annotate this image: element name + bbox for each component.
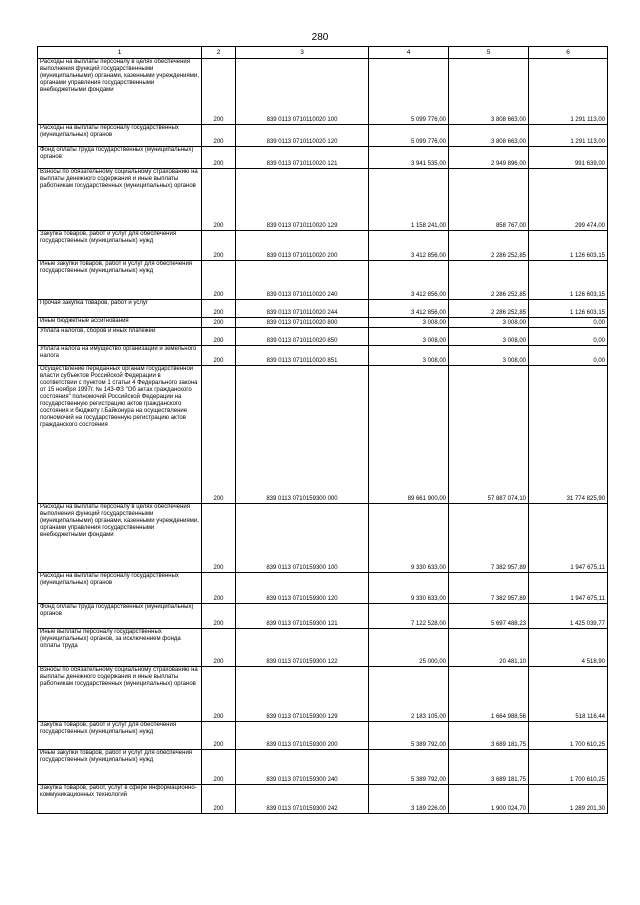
row-value-col6: 991 639,00 [529, 147, 608, 169]
table-row [38, 328, 608, 346]
row-name: Взносы по обязательному социальному страхованию на выплаты денежного содержания и иные выплаты работникам государственных (муниципальных) органов [38, 169, 202, 231]
row-value-col6: 1 291 113,00 [529, 59, 608, 125]
row-value-col6: 1 126 603,15 [529, 261, 608, 300]
table-row [38, 750, 608, 785]
row-line-code: 200 [202, 785, 236, 814]
row-value-col6: 1 126 603,15 [529, 300, 608, 318]
row-value-col5: 7 382 957,89 [449, 504, 529, 573]
row-name: Иные закупки товаров, работ и услуг для обеспечения государственных (муниципальных) нужд [38, 750, 202, 785]
row-budget-code: 839 0113 0710110020 800 [236, 318, 369, 328]
row-value-col5: 20 481,10 [449, 629, 529, 667]
row-line-code: 200 [202, 366, 236, 504]
row-name: Уплата налога на имущество организаций и земельного налога [38, 346, 202, 366]
row-name: Закупка товаров, работ и услуг для обеспечения государственных (муниципальных) нужд [38, 231, 202, 261]
row-value-col5: 2 949 896,00 [449, 147, 529, 169]
row-value-col4: 3 941 535,00 [369, 147, 449, 169]
row-name: Фонд оплаты труда государственных (муниципальных) органов [38, 604, 202, 629]
table-row [38, 573, 608, 604]
row-value-col4: 9 330 633,00 [369, 504, 449, 573]
table-row [38, 59, 608, 125]
row-value-col5: 1 900 024,70 [449, 785, 529, 814]
column-header: 3 [236, 47, 369, 59]
column-header: 4 [369, 47, 449, 59]
row-name: Фонд оплаты труда государственных (муниципальных) органов [38, 147, 202, 169]
column-header: 2 [202, 47, 236, 59]
row-value-col4: 25 000,00 [369, 629, 449, 667]
table-row [38, 169, 608, 231]
table-row [38, 125, 608, 147]
row-value-col5: 2 286 252,85 [449, 261, 529, 300]
row-name: Взносы по обязательному социальному страхованию на выплаты денежного содержания и иные выплаты работникам государственных (муниципальных) органов [38, 667, 202, 722]
row-value-col5: 7 382 957,89 [449, 573, 529, 604]
row-name: Расходы на выплаты персоналу в целях обеспечения выполнения функций государственными (муниципальными) органами, казенными учреждениями, органами управления государственными внебюджетными фондами [38, 504, 202, 573]
page-number: 280 [311, 32, 329, 43]
table-row [38, 366, 608, 504]
row-value-col6: 1 947 675,11 [529, 504, 608, 573]
row-value-col4: 3 008,00 [369, 328, 449, 346]
row-value-col5: 2 286 252,85 [449, 231, 529, 261]
row-value-col6: 299 474,00 [529, 169, 608, 231]
row-line-code: 200 [202, 750, 236, 785]
row-value-col4: 7 122 528,00 [369, 604, 449, 629]
row-budget-code: 839 0113 0710110020 240 [236, 261, 369, 300]
row-value-col5: 3 008,00 [449, 328, 529, 346]
row-value-col4: 5 389 792,00 [369, 750, 449, 785]
row-budget-code: 839 0113 0710159300 120 [236, 573, 369, 604]
row-value-col4: 3 008,00 [369, 346, 449, 366]
column-header: 1 [38, 47, 202, 59]
table-row [38, 504, 608, 573]
row-name: Иные закупки товаров, работ и услуг для обеспечения государственных (муниципальных) нужд [38, 261, 202, 300]
row-name: Иные выплаты персоналу государственных (муниципальных) органов, за исключением фонда оплаты труда [38, 629, 202, 667]
row-budget-code: 839 0113 0710159300 121 [236, 604, 369, 629]
row-budget-code: 839 0113 0710110020 850 [236, 328, 369, 346]
row-budget-code: 839 0113 0710159300 200 [236, 722, 369, 750]
row-value-col6: 1 289 201,30 [529, 785, 608, 814]
row-line-code: 200 [202, 722, 236, 750]
row-value-col4: 5 099 776,00 [369, 59, 449, 125]
row-budget-code: 839 0113 0710110020 851 [236, 346, 369, 366]
row-line-code: 200 [202, 629, 236, 667]
table-row [38, 318, 608, 328]
row-line-code: 200 [202, 261, 236, 300]
row-name: Закупка товаров, работ, услуг в сфере информационно-коммуникационных технологий [38, 785, 202, 814]
row-value-col6: 1 126 603,15 [529, 231, 608, 261]
row-name: Иные бюджетные ассигнования [38, 318, 202, 328]
row-value-col6: 1 700 610,25 [529, 750, 608, 785]
budget-table [37, 46, 608, 814]
row-value-col5: 1 664 988,56 [449, 667, 529, 722]
row-line-code: 200 [202, 169, 236, 231]
row-value-col6: 1 947 675,11 [529, 573, 608, 604]
row-budget-code: 839 0113 0710159300 122 [236, 629, 369, 667]
row-budget-code: 839 0113 0710110020 244 [236, 300, 369, 318]
row-line-code: 200 [202, 346, 236, 366]
row-value-col5: 3 689 181,75 [449, 750, 529, 785]
table-row [38, 785, 608, 814]
row-budget-code: 839 0113 0710159300 100 [236, 504, 369, 573]
row-line-code: 200 [202, 125, 236, 147]
row-budget-code: 839 0113 0710159300 240 [236, 750, 369, 785]
row-value-col6: 518 116,44 [529, 667, 608, 722]
row-value-col4: 89 661 900,00 [369, 366, 449, 504]
row-budget-code: 839 0113 0710110020 200 [236, 231, 369, 261]
row-line-code: 200 [202, 300, 236, 318]
table-row [38, 722, 608, 750]
row-line-code: 200 [202, 147, 236, 169]
row-value-col5: 3 008,00 [449, 346, 529, 366]
row-value-col4: 5 389 792,00 [369, 722, 449, 750]
table-row [38, 300, 608, 318]
row-value-col5: 3 808 663,00 [449, 59, 529, 125]
row-line-code: 200 [202, 59, 236, 125]
row-value-col4: 3 189 226,00 [369, 785, 449, 814]
row-line-code: 200 [202, 667, 236, 722]
row-value-col4: 3 412 856,00 [369, 300, 449, 318]
row-name: Прочая закупка товаров, работ и услуг [38, 300, 202, 318]
row-value-col4: 3 412 856,00 [369, 231, 449, 261]
table-row [38, 261, 608, 300]
row-name: Уплата налогов, сборов и иных платежей [38, 328, 202, 346]
row-budget-code: 839 0113 0710159300 242 [236, 785, 369, 814]
row-value-col6: 0,00 [529, 346, 608, 366]
row-name: Расходы на выплаты персоналу государственных (муниципальных) органов [38, 573, 202, 604]
row-name: Закупка товаров, работ и услуг для обеспечения государственных (муниципальных) нужд [38, 722, 202, 750]
row-line-code: 200 [202, 504, 236, 573]
row-budget-code: 839 0113 0710110020 129 [236, 169, 369, 231]
row-value-col4: 9 330 633,00 [369, 573, 449, 604]
table-row [38, 604, 608, 629]
row-value-col5: 3 008,00 [449, 318, 529, 328]
row-value-col6: 0,00 [529, 328, 608, 346]
row-value-col5: 3 689 181,75 [449, 722, 529, 750]
row-name: Расходы на выплаты персоналу государственных (муниципальных) органов [38, 125, 202, 147]
row-value-col6: 31 774 825,90 [529, 366, 608, 504]
row-budget-code: 839 0113 0710110020 100 [236, 59, 369, 125]
row-value-col4: 5 099 776,00 [369, 125, 449, 147]
row-line-code: 200 [202, 328, 236, 346]
row-value-col6: 4 518,90 [529, 629, 608, 667]
table-row [38, 346, 608, 366]
row-value-col5: 5 697 488,23 [449, 604, 529, 629]
row-line-code: 200 [202, 318, 236, 328]
row-value-col6: 1 425 039,77 [529, 604, 608, 629]
row-value-col4: 3 412 856,00 [369, 261, 449, 300]
table-row [38, 667, 608, 722]
table-row [38, 629, 608, 667]
row-value-col5: 57 887 074,10 [449, 366, 529, 504]
row-value-col5: 3 808 663,00 [449, 125, 529, 147]
row-name: Расходы на выплаты персоналу в целях обеспечения выполнения функций государственными (муниципальными) органами, казенными учреждениями, органами управления государственными внебюджетными фондами [38, 59, 202, 125]
row-budget-code: 839 0113 0710159300 129 [236, 667, 369, 722]
row-budget-code: 839 0113 0710110020 120 [236, 125, 369, 147]
row-value-col5: 858 767,00 [449, 169, 529, 231]
column-header: 5 [449, 47, 529, 59]
row-name: Осуществление переданных органам государственной власти субъектов Российской Федерации в соответствии с пунктом 1 статьи 4 Федерального закона от 15 ноября 1997г. № 143-ФЗ "Об актах гражданского состояния" полномочий Российской Федерации на государственную регистрацию актов гражданского состояния и бюджету г.Байконура на осуществление полномочий на государственную регистрацию актов гражданского состояния [38, 366, 202, 504]
row-value-col4: 1 158 241,00 [369, 169, 449, 231]
row-value-col6: 1 700 610,25 [529, 722, 608, 750]
table-header-row [38, 47, 608, 59]
row-budget-code: 839 0113 0710110020 121 [236, 147, 369, 169]
row-value-col6: 0,00 [529, 318, 608, 328]
row-line-code: 200 [202, 231, 236, 261]
row-value-col6: 1 291 113,00 [529, 125, 608, 147]
row-line-code: 200 [202, 573, 236, 604]
column-header: 6 [529, 47, 608, 59]
row-value-col4: 3 008,00 [369, 318, 449, 328]
row-budget-code: 839 0113 0710159300 000 [236, 366, 369, 504]
row-value-col4: 2 183 105,00 [369, 667, 449, 722]
table-row [38, 147, 608, 169]
row-value-col5: 2 286 252,85 [449, 300, 529, 318]
table-row [38, 231, 608, 261]
row-line-code: 200 [202, 604, 236, 629]
